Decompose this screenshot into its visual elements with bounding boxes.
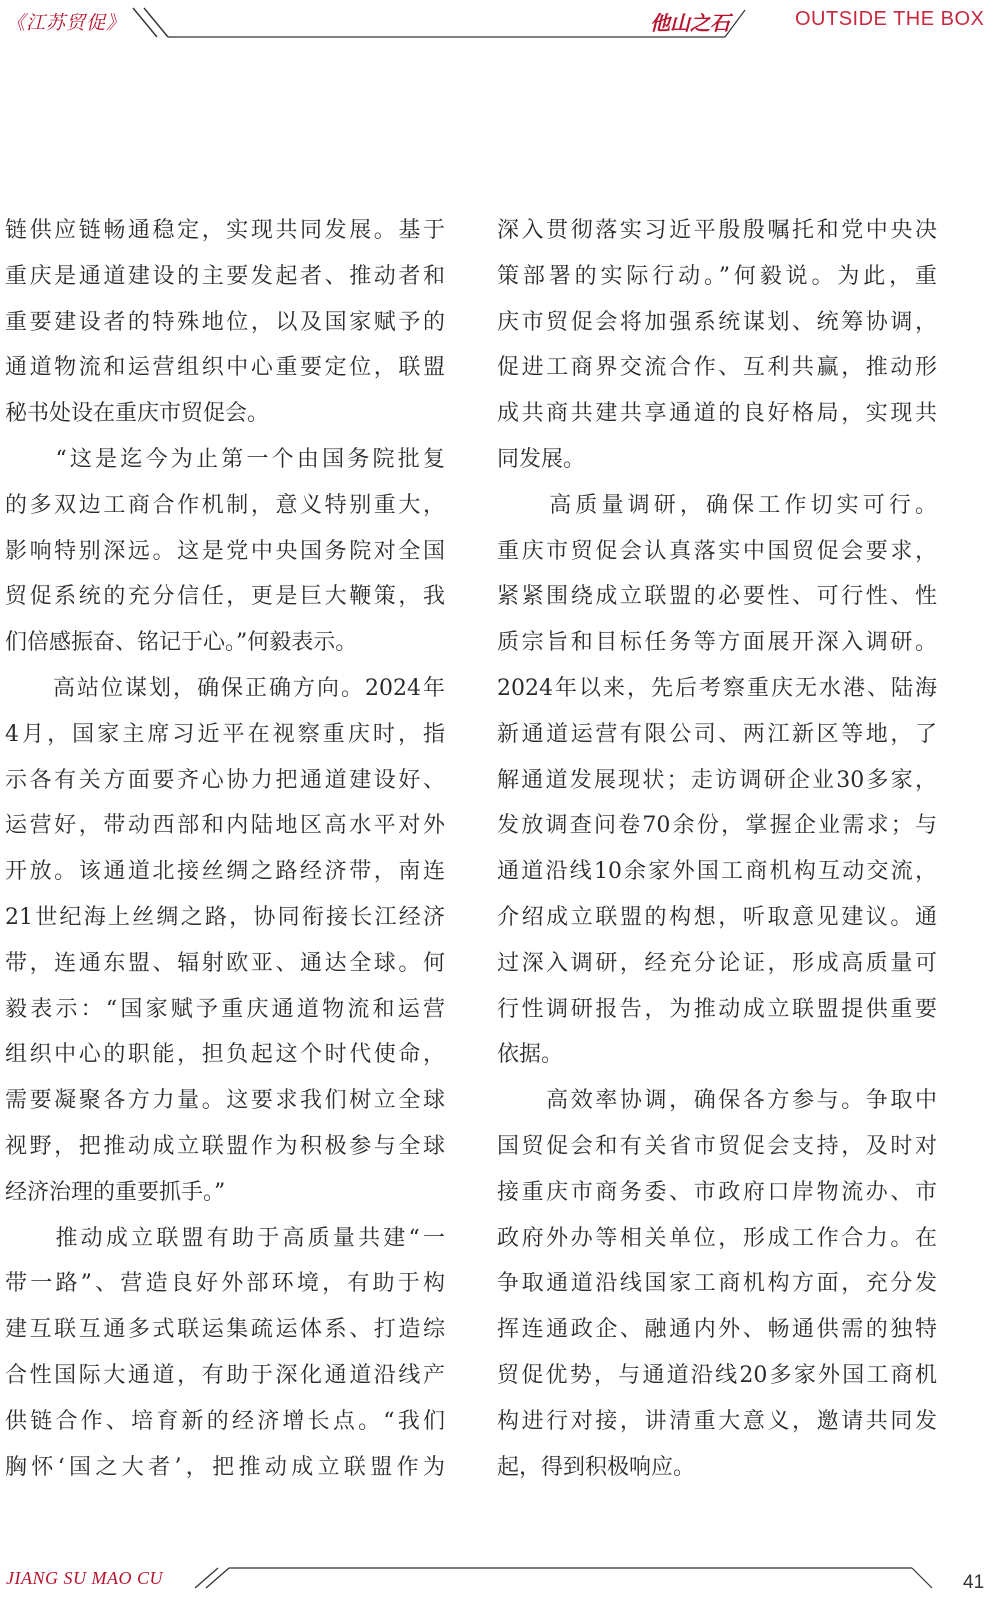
header-slash-2 [144, 8, 168, 37]
text-line: 运营好，带动西部和内陆地区高水平对外 [5, 813, 445, 839]
text-line: 2024年以来，先后考察重庆无水港、陆海 [497, 675, 937, 701]
text-line: 起，得到积极响应。 [497, 1454, 696, 1480]
text-line: 合性国际大通道，有助于深化通道沿线产 [5, 1362, 445, 1388]
text-line: 贸促优势，与通道沿线20多家外国工商机 [497, 1362, 937, 1388]
section-title-en: OUTSIDE THE BOX [795, 8, 985, 30]
footer-slash-2 [206, 1568, 229, 1588]
text-line: 行性调研报告，为推动成立联盟提供重要 [497, 996, 937, 1022]
text-line: 通道物流和运营组织中心重要定位，联盟 [5, 355, 445, 381]
text-line: 高站位谋划，确保正确方向。2024年 [5, 675, 445, 701]
text-line: 带一路”、营造良好外部环境，有助于构 [5, 1271, 445, 1297]
text-line: 高质量调研，确保工作切实可行。 [497, 492, 937, 518]
text-line: 重庆市贸促会认真落实中国贸促会要求， [497, 538, 937, 564]
text-line: 的多双边工商合作机制，意义特别重大， [5, 492, 445, 518]
right-column [497, 208, 937, 1490]
header-slash-1 [133, 8, 157, 37]
text-line: 构进行对接，讲清重大意义，邀请共同发 [497, 1408, 937, 1434]
text-line: 解通道发展现状；走访调研企业30多家， [497, 767, 937, 793]
text-line: 示各有关方面要齐心协力把通道建设好、 [5, 767, 445, 793]
text-line: 秘书处设在重庆市贸促会。 [5, 401, 270, 427]
section-title-cn: 他山之石 [650, 11, 730, 35]
text-line: 挥连通政企、融通内外、畅通供需的独特 [497, 1317, 937, 1343]
text-line: 依据。 [497, 1042, 564, 1068]
text-line: 发放调查问卷70余份，掌握企业需求；与 [497, 813, 937, 839]
text-line: 通道沿线10余家外国工商机构互动交流， [497, 859, 937, 885]
text-line: 过深入调研，经充分论证，形成高质量可 [497, 950, 937, 976]
text-line: 链供应链畅通稳定，实现共同发展。基于 [5, 218, 445, 243]
text-line: 毅表示：“国家赋予重庆通道物流和运营 [5, 996, 445, 1022]
text-line: 视野，把推动成立联盟作为积极参与全球 [5, 1133, 445, 1159]
page-number: 41 [963, 1572, 985, 1593]
left-column [5, 208, 445, 1490]
text-line: 同发展。 [497, 446, 586, 472]
text-line: 政府外办等相关单位，形成工作合力。在 [497, 1225, 937, 1251]
text-line: 们倍感振奋、铭记于心。”何毅表示。 [5, 630, 358, 656]
text-line: 供链合作、培育新的经济增长点。“我们 [5, 1408, 445, 1434]
text-line: 策部署的实际行动。”何毅说。为此，重 [497, 263, 937, 289]
text-line: 推动成立联盟有助于高质量共建“一 [5, 1225, 445, 1251]
text-line: 4月，国家主席习近平在视察重庆时，指 [5, 721, 445, 747]
text-line: 胸怀‘国之大者’，把推动成立联盟作为 [5, 1454, 445, 1480]
text-line: 21世纪海上丝绸之路，协同衔接长江经济 [5, 904, 445, 930]
text-line: 新通道运营有限公司、两江新区等地，了 [497, 721, 937, 747]
text-line: 接重庆市商务委、市政府口岸物流办、市 [497, 1179, 937, 1205]
text-line: 庆市贸促会将加强系统谋划、统筹协调， [497, 309, 937, 335]
text-line: 组织中心的职能，担负起这个时代使命， [5, 1042, 445, 1068]
magazine-title: 《江苏贸促》 [6, 12, 127, 34]
footer-slash-3 [912, 1568, 932, 1588]
text-line: 贸促系统的充分信任，更是巨大鞭策，我 [5, 584, 445, 610]
text-line: 需要凝聚各方力量。这要求我们树立全球 [5, 1088, 445, 1114]
text-line: 开放。该通道北接丝绸之路经济带，南连 [5, 859, 445, 885]
text-line: 带，连通东盟、辐射欧亚、通达全球。何 [5, 950, 445, 976]
text-line: 成共商共建共享通道的良好格局，实现共 [497, 401, 937, 427]
text-line: 介绍成立联盟的构想，听取意见建议。通 [497, 904, 937, 930]
text-line: 紧紧围绕成立联盟的必要性、可行性、性 [497, 584, 937, 610]
text-line: 国贸促会和有关省市贸促会支持，及时对 [497, 1133, 937, 1159]
text-line: 经济治理的重要抓手。” [5, 1179, 226, 1205]
footer-slash-1 [195, 1568, 218, 1588]
text-line: 重庆是通道建设的主要发起者、推动者和 [5, 263, 445, 289]
text-line: 建互联互通多式联运集疏运体系、打造综 [5, 1317, 445, 1343]
text-line: 争取通道沿线国家工商机构方面，充分发 [497, 1271, 937, 1297]
text-line: 质宗旨和目标任务等方面展开深入调研。 [497, 630, 937, 656]
footer-magazine-name: JIANG SU MAO CU [6, 1568, 163, 1588]
text-line: “这是迄今为止第一个由国务院批复 [5, 446, 445, 472]
text-line: 促进工商界交流合作、互利共赢，推动形 [497, 355, 937, 381]
text-line: 影响特别深远。这是党中央国务院对全国 [5, 538, 445, 564]
text-line: 重要建设者的特殊地位，以及国家赋予的 [5, 309, 445, 335]
text-line: 高效率协调，确保各方参与。争取中 [497, 1088, 937, 1114]
text-line: 深入贯彻落实习近平殷殷嘱托和党中央决 [497, 218, 937, 243]
